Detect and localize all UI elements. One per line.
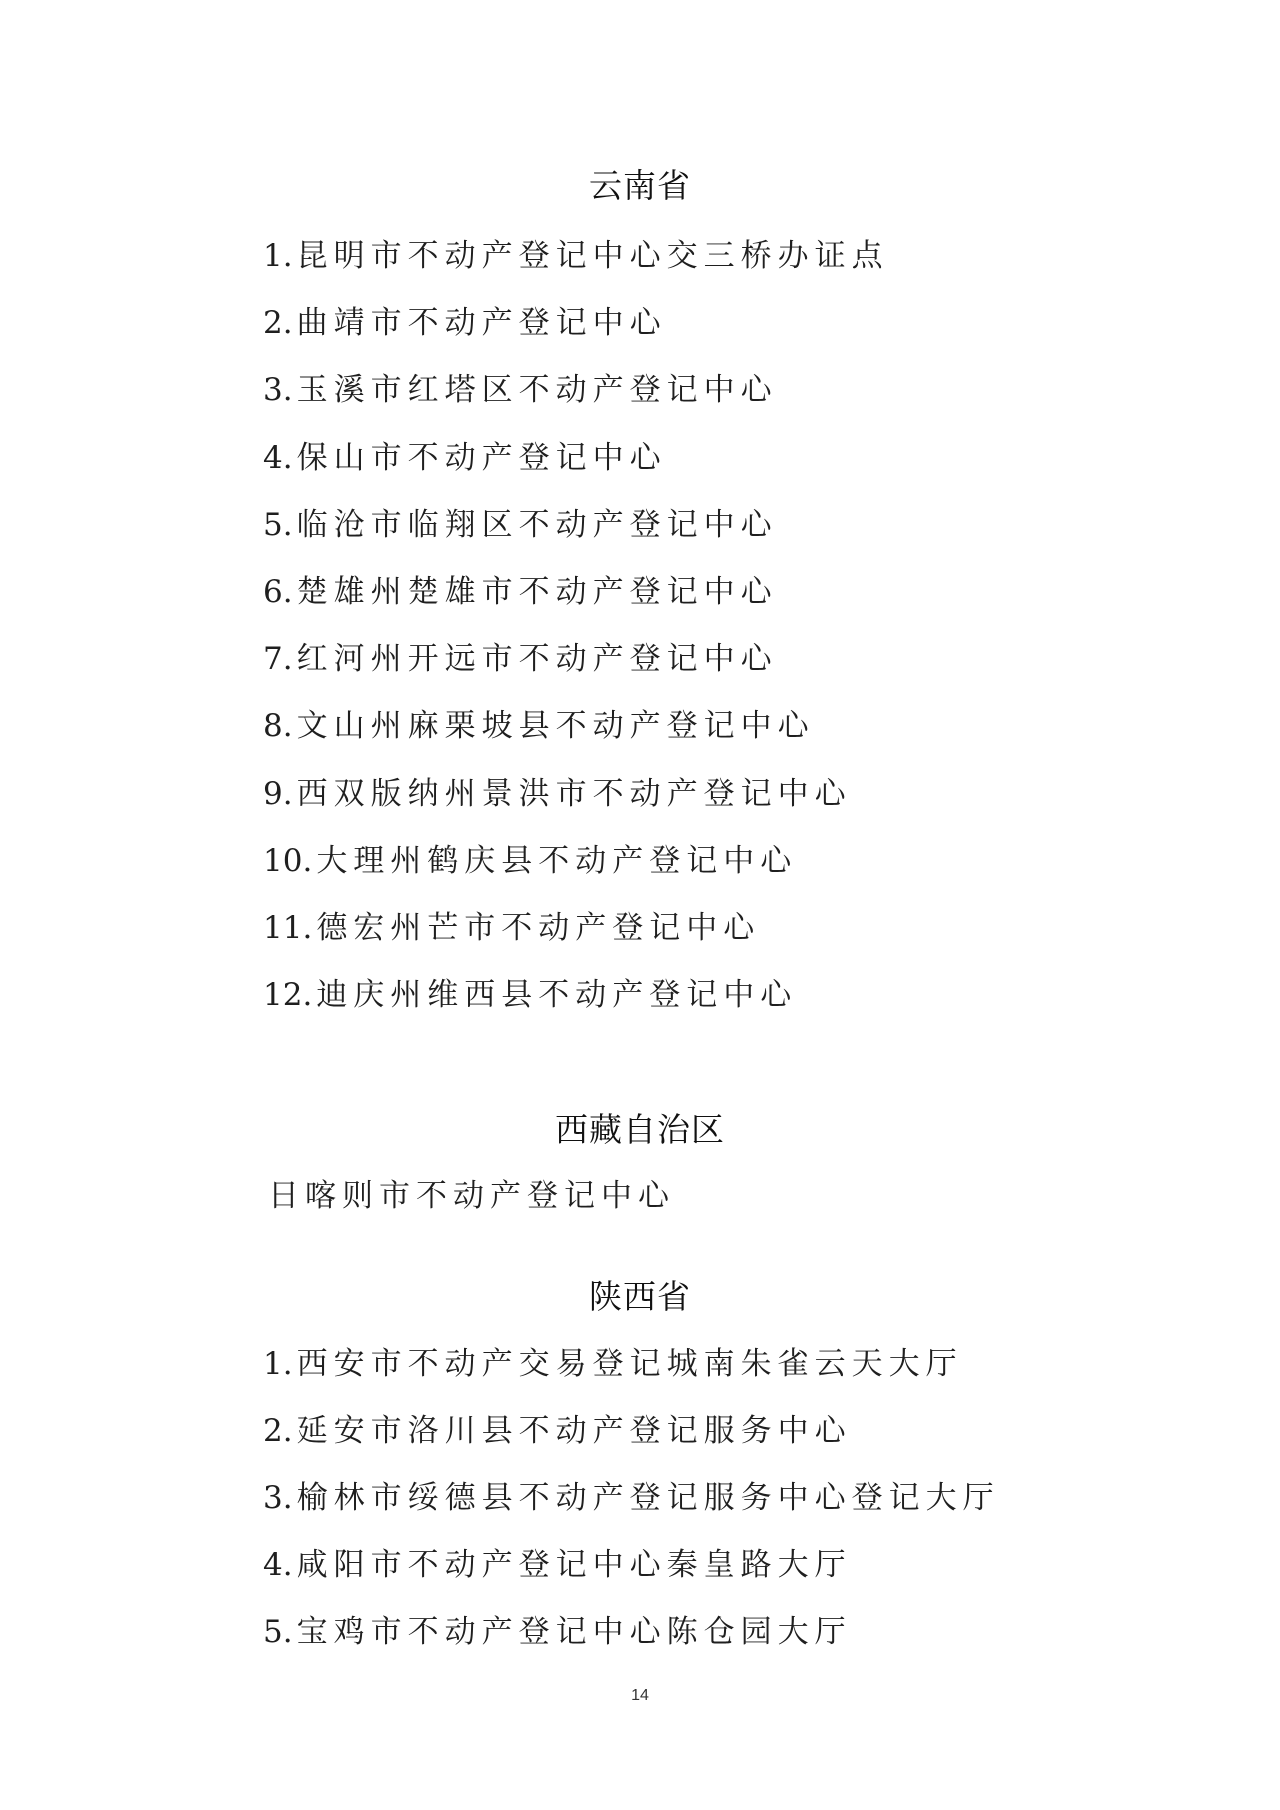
section-heading-shaanxi: 陕西省	[589, 1277, 691, 1316]
list-item	[263, 1545, 852, 1585]
list-item-text: 西安市不动产交易登记城南朱雀云天大厅	[296, 1346, 963, 1382]
list-item-number: 10.	[263, 843, 313, 879]
list-item-text: 日喀则市不动产登记中心	[268, 1178, 675, 1214]
list-item	[263, 370, 778, 410]
list-item-number: 8.	[263, 708, 293, 744]
list-item	[263, 1478, 1000, 1518]
list-item-text: 楚雄州楚雄市不动产登记中心	[296, 574, 778, 610]
page-number: 14	[631, 1687, 649, 1704]
list-item-text: 文山州麻栗坡县不动产登记中心	[296, 708, 815, 744]
list-item-text: 西双版纳州景洪市不动产登记中心	[296, 776, 852, 812]
list-item	[263, 1344, 963, 1384]
list-item	[263, 1612, 852, 1652]
list-item-number: 11.	[263, 910, 313, 946]
list-item	[263, 572, 778, 612]
list-item-number: 4.	[263, 440, 293, 476]
list-item-text: 昆明市不动产登记中心交三桥办证点	[296, 238, 889, 274]
list-item-number: 7.	[263, 641, 293, 677]
list-item	[268, 1176, 675, 1216]
list-item	[263, 303, 667, 343]
list-item-text: 玉溪市红塔区不动产登记中心	[296, 372, 778, 408]
list-item-number: 4.	[263, 1547, 293, 1583]
list-item-text: 榆林市绥德县不动产登记服务中心登记大厅	[296, 1480, 1000, 1516]
list-item-number: 9.	[263, 776, 293, 812]
list-item	[263, 908, 760, 948]
list-item-text: 迪庆州维西县不动产登记中心	[316, 977, 798, 1013]
list-item-text: 曲靖市不动产登记中心	[296, 305, 667, 341]
list-item	[263, 505, 778, 545]
list-item-text: 宝鸡市不动产登记中心陈仓园大厅	[296, 1614, 852, 1650]
list-item-number: 2.	[263, 1413, 293, 1449]
list-item	[263, 236, 889, 276]
list-item-number: 3.	[263, 1480, 293, 1516]
list-item-number: 3.	[263, 372, 293, 408]
list-item-number: 5.	[263, 1614, 293, 1650]
list-item	[263, 975, 797, 1015]
list-item-number: 6.	[263, 574, 293, 610]
section-heading-xizang: 西藏自治区	[555, 1110, 725, 1149]
list-item-number: 5.	[263, 507, 293, 543]
list-item	[263, 639, 778, 679]
list-item-number: 12.	[263, 977, 313, 1013]
list-item-number: 2.	[263, 305, 293, 341]
list-item-text: 咸阳市不动产登记中心秦皇路大厅	[296, 1547, 852, 1583]
list-item-text: 保山市不动产登记中心	[296, 440, 667, 476]
list-item-text: 延安市洛川县不动产登记服务中心	[296, 1413, 852, 1449]
section-heading-yunnan: 云南省	[589, 166, 691, 205]
list-item-text: 临沧市临翔区不动产登记中心	[296, 507, 778, 543]
list-item-number: 1.	[263, 1346, 293, 1382]
list-item	[263, 774, 852, 814]
list-item	[263, 1411, 852, 1451]
list-item	[263, 438, 667, 478]
list-item-text: 大理州鹤庆县不动产登记中心	[316, 843, 798, 879]
list-item	[263, 841, 797, 881]
list-item-text: 德宏州芒市不动产登记中心	[316, 910, 761, 946]
list-item-text: 红河州开远市不动产登记中心	[296, 641, 778, 677]
list-item-number: 1.	[263, 238, 293, 274]
list-item	[263, 706, 815, 746]
